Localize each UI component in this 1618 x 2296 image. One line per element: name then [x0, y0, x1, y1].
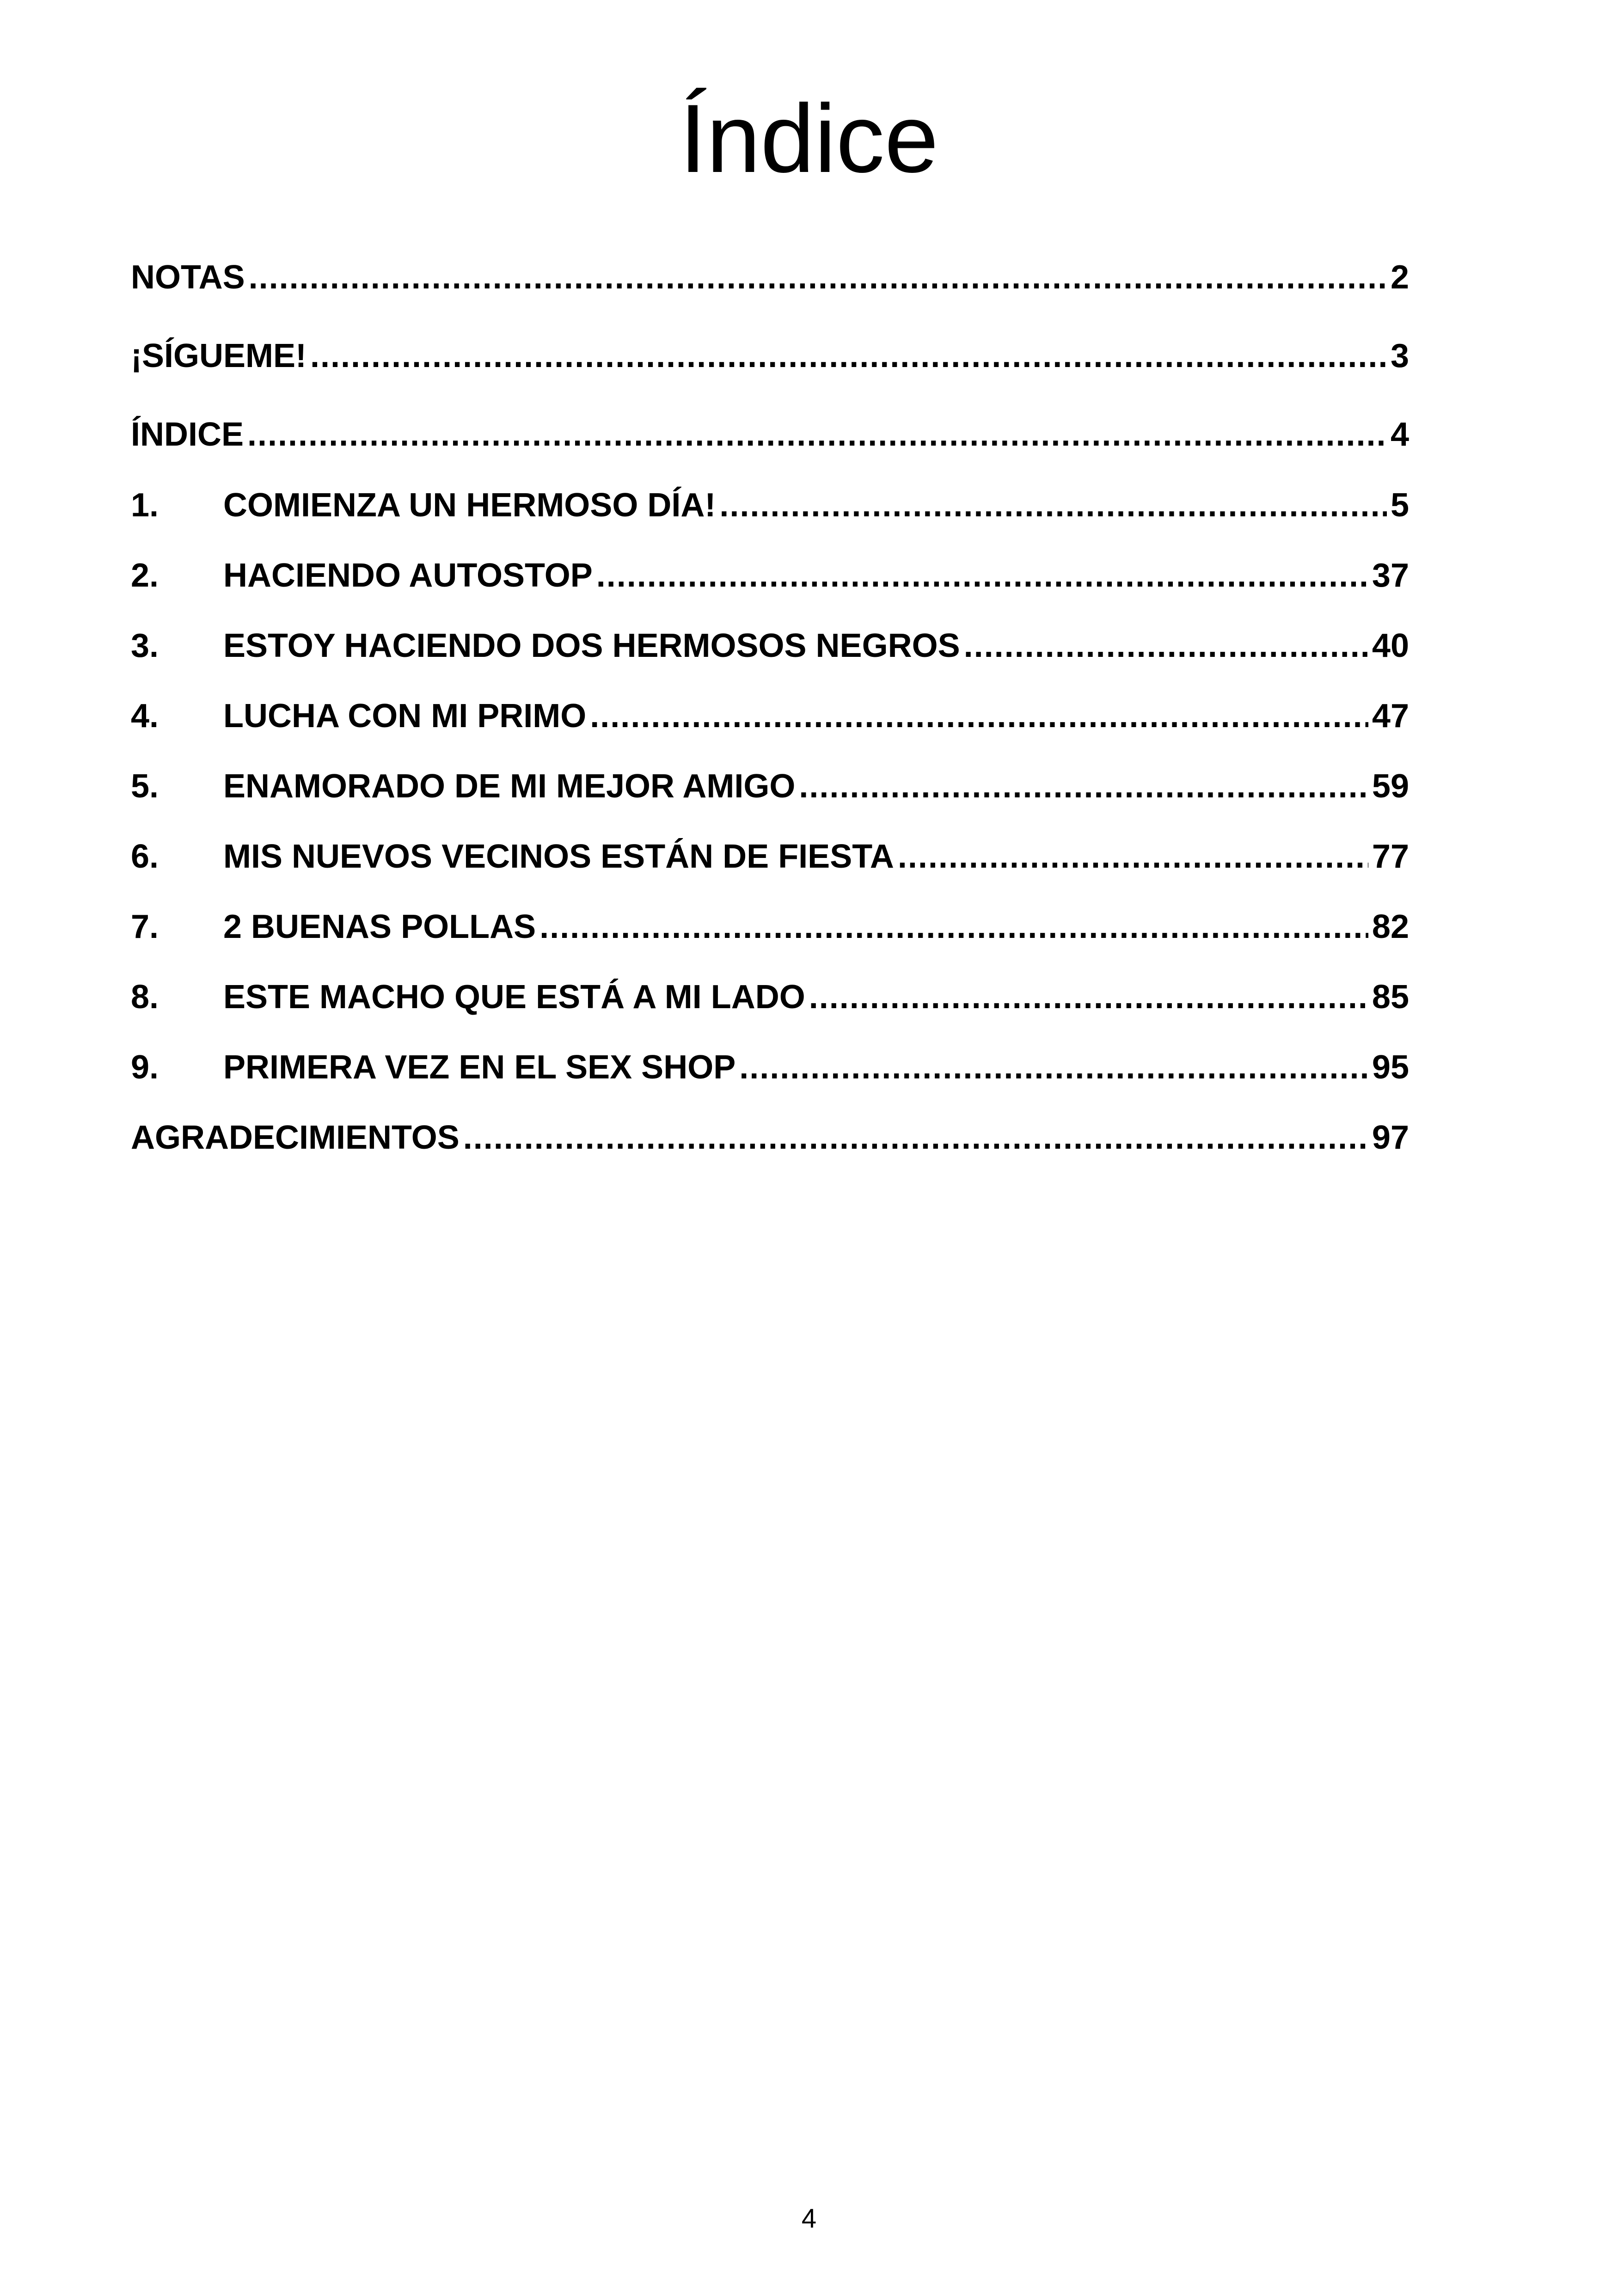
toc-leader-dots [463, 1114, 1368, 1161]
toc-leader-dots [809, 974, 1368, 1020]
toc-entry-label: ENAMORADO DE MI MEJOR AMIGO [223, 768, 796, 805]
toc-entry-chapter-2[interactable] [131, 548, 1409, 599]
toc-leader-dots [310, 333, 1387, 379]
toc-entry-indice[interactable] [131, 407, 1409, 458]
toc-leader-dots [590, 693, 1368, 739]
toc-entry-page: 2 [1390, 259, 1409, 296]
toc-entry-label: ¡SÍGUEME! [131, 337, 307, 374]
toc-entry-label: ÍNDICE [131, 416, 244, 453]
toc-entry-number: 9. [131, 1049, 159, 1086]
toc-entry-label: AGRADECIMIENTOS [131, 1119, 460, 1156]
toc-leader-dots [247, 411, 1387, 458]
toc-entry-page: 82 [1372, 908, 1409, 945]
toc-entry-page: 40 [1372, 627, 1409, 664]
toc-entry-number: 1. [131, 487, 159, 524]
toc-entry-chapter-5[interactable] [131, 759, 1409, 809]
toc-entry-number: 8. [131, 979, 159, 1016]
page-number: 4 [801, 2204, 817, 2234]
toc-entry-chapter-1[interactable] [131, 478, 1409, 528]
toc-entry-label: NOTAS [131, 259, 245, 296]
toc-entry-page: 4 [1390, 416, 1409, 453]
toc-entry-page: 95 [1372, 1049, 1409, 1086]
toc-entry-chapter-3[interactable] [131, 618, 1409, 669]
toc-entry-label: ESTE MACHO QUE ESTÁ A MI LADO [223, 979, 805, 1016]
toc-entry-page: 37 [1372, 557, 1409, 594]
toc-entry-chapter-4[interactable] [131, 688, 1409, 739]
toc-entry-page: 85 [1372, 979, 1409, 1016]
toc-entry-chapter-7[interactable] [131, 899, 1409, 950]
toc-entry-page: 59 [1372, 768, 1409, 805]
toc-leader-dots [898, 833, 1368, 880]
toc-leader-dots [739, 1044, 1368, 1090]
toc-entry-label: LUCHA CON MI PRIMO [223, 698, 587, 735]
toc-entry-page: 3 [1390, 337, 1409, 374]
toc-entry-label: PRIMERA VEZ EN EL SEX SHOP [223, 1049, 736, 1086]
toc-leader-dots [799, 763, 1368, 809]
toc-leader-dots [596, 552, 1368, 599]
toc-entry-notas[interactable] [131, 250, 1409, 300]
toc-leader-dots [539, 904, 1368, 950]
toc-entry-page: 5 [1390, 487, 1409, 524]
toc-entry-sigueme[interactable] [131, 328, 1409, 379]
toc-entry-label: HACIENDO AUTOSTOP [223, 557, 593, 594]
toc-entry-number: 5. [131, 768, 159, 805]
toc-leader-dots [249, 254, 1387, 300]
toc-entry-chapter-9[interactable] [131, 1040, 1409, 1090]
toc-entry-label: COMIENZA UN HERMOSO DÍA! [223, 487, 716, 524]
toc-leader-dots [719, 482, 1387, 528]
toc-entry-label: 2 BUENAS POLLAS [223, 908, 536, 945]
page-title: Índice [679, 84, 939, 193]
toc-entry-chapter-6[interactable] [131, 829, 1409, 880]
toc-entry-number: 2. [131, 557, 159, 594]
toc-leader-dots [964, 623, 1368, 669]
toc-entry-number: 3. [131, 627, 159, 664]
toc-entry-chapter-8[interactable] [131, 969, 1409, 1020]
toc-entry-number: 6. [131, 838, 159, 875]
toc-entry-label: MIS NUEVOS VECINOS ESTÁN DE FIESTA [223, 838, 894, 875]
toc-entry-agradecimientos[interactable] [131, 1110, 1409, 1161]
toc-entry-page: 47 [1372, 698, 1409, 735]
toc-entry-number: 4. [131, 698, 159, 735]
toc-entry-page: 97 [1372, 1119, 1409, 1156]
toc-entry-label: ESTOY HACIENDO DOS HERMOSOS NEGROS [223, 627, 960, 664]
toc-entry-page: 77 [1372, 838, 1409, 875]
toc-entry-number: 7. [131, 908, 159, 945]
